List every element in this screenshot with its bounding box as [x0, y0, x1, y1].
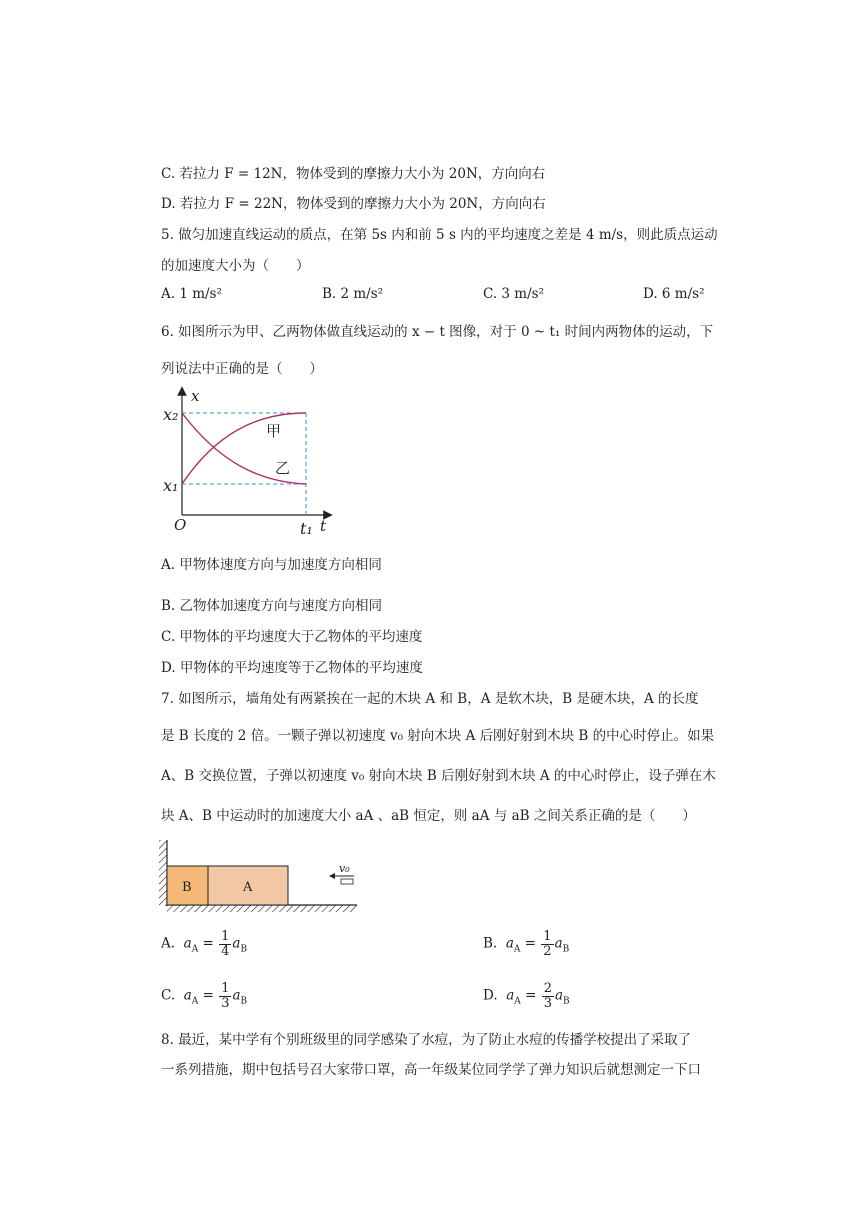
numerator: 2: [543, 981, 552, 996]
velocity-arrowhead: [329, 873, 335, 879]
floor-hatch: [167, 905, 357, 912]
denominator: 3: [543, 995, 552, 1011]
q7-line4: 块 A、B 中运动时的加速度大小 aA 、aB 恒定，则 aA 与 aB 之间关系正确的是（ ）: [161, 808, 696, 824]
q7-line3: A、B 交换位置，子弹以初速度 v₀ 射向木块 B 后刚好射到木块 A 的中心时停止，设子弹在木: [161, 768, 716, 784]
q5-option-d: D. 6 m/s²: [643, 286, 705, 302]
q6-option-a: A. 甲物体速度方向与加速度方向相同: [161, 557, 382, 573]
block-b-label: B: [182, 880, 192, 895]
q6-option-b: B. 乙物体加速度方向与速度方向相同: [161, 598, 383, 614]
q8-line1: 8. 最近，某中学有个别班级里的同学感染了水痘，为了防止水痘的传播学校提出了采取了: [161, 1032, 692, 1048]
q6-option-c: C. 甲物体的平均速度大于乙物体的平均速度: [161, 629, 423, 645]
curve-yi-label: 乙: [275, 459, 291, 477]
v0-label: v₀: [339, 862, 350, 875]
q7-line2: 是 B 长度的 2 倍。一颗子弹以初速度 v₀ 射向木块 A 后刚好射到木块 B 的中心时停止。如果: [161, 728, 715, 744]
q7-blocks-figure: [155, 838, 365, 916]
q7-option-c: C. $a_A$ = $\frac{1}{3}$ $a_B$: [161, 981, 248, 1011]
q5-stem-line1: 5. 做匀加速直线运动的质点，在第 5s 内和前 5 s 内的平均速度之差是 4 m/s，则此质点运动: [161, 227, 718, 243]
y-axis-label: x: [191, 387, 200, 405]
numerator: 1: [221, 981, 230, 996]
q5-option-b: B. 2 m/s²: [322, 286, 384, 302]
wall-hatch: [159, 840, 167, 906]
option-label: D.: [483, 987, 498, 1004]
denominator: 3: [221, 995, 230, 1011]
curve-jia-label: 甲: [266, 422, 282, 440]
q8-line2: 一系列措施，期中包括号召大家带口罩，高一年级某位同学学了弹力知识后就想测定一下口: [161, 1062, 701, 1078]
label-t1: t₁: [300, 519, 313, 538]
bullet: [341, 879, 353, 884]
label-x2: x₂: [163, 405, 179, 424]
q7-option-a: A. $a_A$ = $\frac{1}{4}$ $a_B$: [161, 929, 248, 959]
option-label: B.: [483, 935, 498, 952]
q7-option-b: B. $a_A$ = $\frac{1}{2}$ $a_B$: [483, 929, 570, 959]
denominator: 4: [221, 943, 230, 959]
q5-option-a: A. 1 m/s²: [161, 286, 222, 302]
block-a-label: A: [243, 880, 253, 895]
q7-line1: 7. 如图所示，墙角处有两紧挨在一起的木块 A 和 B，A 是软木块，B 是硬木块，A 的长度: [161, 691, 699, 707]
q4-option-c: C. 若拉力 F = 12N，物体受到的摩擦力大小为 20N，方向向右: [161, 166, 546, 182]
q5-option-c: C. 3 m/s²: [483, 286, 545, 302]
origin-label: O: [174, 516, 187, 534]
numerator: 1: [543, 929, 552, 944]
x-axis-label: t: [320, 517, 327, 535]
label-x1: x₁: [163, 476, 179, 495]
option-label: A.: [161, 935, 176, 952]
option-label: C.: [161, 987, 176, 1004]
q6-stem-line2: 列说法中正确的是（ ）: [161, 361, 323, 377]
q6-xt-graph: [160, 385, 340, 540]
q5-stem-line2: 的加速度大小为（ ）: [161, 258, 310, 274]
q6-stem-line1: 6. 如图所示为甲、乙两物体做直线运动的 x − t 图像，对于 0 ~ t₁ 时间内两物体的运动，下: [161, 324, 714, 340]
q7-option-d: D. $a_A$ = $\frac{2}{3}$ $a_B$: [483, 981, 570, 1011]
q4-option-d: D. 若拉力 F = 22N，物体受到的摩擦力大小为 20N，方向向右: [161, 196, 546, 212]
denominator: 2: [543, 943, 552, 959]
numerator: 1: [221, 929, 230, 944]
q6-option-d: D. 甲物体的平均速度等于乙物体的平均速度: [161, 660, 423, 676]
